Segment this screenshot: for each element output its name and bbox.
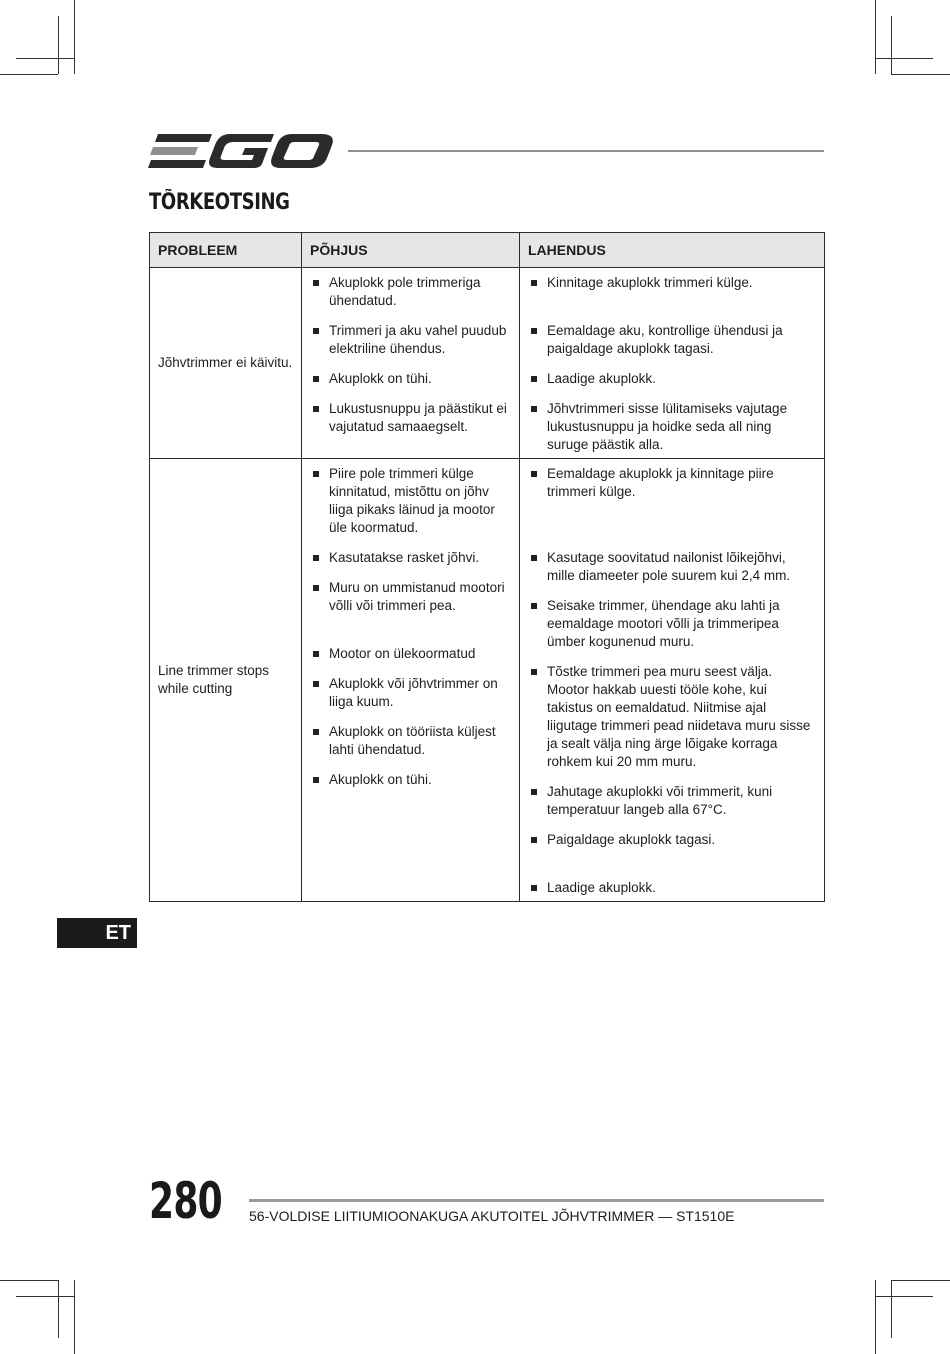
cause-list [302,268,519,440]
square-bullet-icon [531,376,537,382]
cause-text: Akuplokk on tühi. [329,772,432,787]
page-number: 280 [149,1172,222,1230]
list-item [310,771,511,789]
list-item [528,879,816,897]
list-item [310,645,511,663]
problem-cell: Jõhvtrimmer ei käivitu. [150,268,302,459]
square-bullet-icon [531,885,537,891]
section-title: TÕRKEOTSING [149,190,290,215]
crop-mark [58,1280,59,1338]
list-item [528,400,816,454]
language-tab: ET [57,918,137,948]
list-item [310,723,511,759]
cause-text: Piire pole trimmeri külge kinnitatud, mistõttu on jõhv liiga pikaks läinud ja mootor üle koormatud. [329,466,495,535]
troubleshooting-table [149,232,825,902]
square-bullet-icon [531,328,537,334]
header-cause: PÕHJUS [302,233,520,268]
solution-list [520,268,824,458]
crop-mark [875,1280,876,1354]
cause-text: Akuplokk on tühi. [329,371,432,386]
list-item [528,465,816,501]
square-bullet-icon [313,729,319,735]
cause-text: Kasutatakse rasket jõhvi. [329,550,480,565]
list-item [528,783,816,819]
list-item [528,549,816,585]
header-problem: PROBLEEM [150,233,302,268]
solution-cell [520,268,825,459]
list-item [310,675,511,711]
square-bullet-icon [313,406,319,412]
list-item [528,370,816,388]
crop-mark [16,58,74,59]
square-bullet-icon [313,328,319,334]
crop-mark [74,1280,75,1354]
crop-mark [16,1296,74,1297]
list-item [310,370,511,388]
square-bullet-icon [531,603,537,609]
header-solution: LAHENDUS [520,233,825,268]
solution-text: Tõstke trimmeri pea muru seest välja. Mootor hakkab uuesti tööle kohe, kui takistus on eemaldatud. Niitmise ajal liigutage trimmeri pead niidetava muru sisse ja sealt välja ning ärge lõigake korraga rohkem kui 20 mm muru. [547,664,811,769]
list-item [310,465,511,537]
cause-text: Mootor on ülekoormatud [329,646,476,661]
square-bullet-icon [531,837,537,843]
table-row [150,268,825,459]
problem-cell: Line trimmer stops while cutting [150,459,302,902]
solution-text: Laadige akuplokk. [547,371,656,386]
crop-mark [58,16,59,74]
solution-text: Eemaldage aku, kontrollige ühendusi ja paigaldage akuplokk tagasi. [547,323,783,356]
square-bullet-icon [531,555,537,561]
cause-text: Lukustusnuppu ja päästikut ei vajutatud samaaegselt. [329,401,507,434]
cause-text: Muru on ummistanud mootori võlli või trimmeri pea. [329,580,505,613]
solution-list [520,459,824,901]
solution-text: Jahutage akuplokki või trimmerit, kuni temperatuur langeb alla 67°C. [547,784,773,817]
list-item [310,274,511,310]
list-item [528,831,816,849]
solution-text: Jõhvtrimmeri sisse lülitamiseks vajutage lukustusnuppu ja hoidke seda all ning suruge päästik alla. [547,401,788,452]
solution-text: Kinnitage akuplokk trimmeri külge. [547,275,753,290]
crop-mark [891,16,892,74]
footer-text: 56-VOLDISE LIITIUMIOONAKUGA AKUTOITEL JÕHVTRIMMER — ST1510E [249,1208,735,1224]
crop-mark [891,1280,950,1281]
square-bullet-icon [531,471,537,477]
cause-list [302,459,519,793]
square-bullet-icon [313,681,319,687]
crop-mark [0,1280,58,1281]
square-bullet-icon [313,777,319,783]
crop-mark [875,1296,933,1297]
cause-cell [302,268,520,459]
list-item [528,322,816,358]
solution-text: Laadige akuplokk. [547,880,656,895]
crop-mark [0,74,58,75]
list-item [310,549,511,567]
ego-logo [148,128,333,174]
list-item [310,400,511,436]
solution-text: Kasutage soovitatud nailonist lõikejõhvi, mille diameeter pole suurem kui 2,4 mm. [547,550,791,583]
square-bullet-icon [531,406,537,412]
cause-text: Trimmeri ja aku vahel puudub elektriline ühendus. [329,323,507,356]
crop-mark [875,0,876,74]
cause-text: Akuplokk või jõhvtrimmer on liiga kuum. [329,676,498,709]
header-rule [348,150,824,152]
list-item [310,579,511,615]
table-header-row [150,233,825,268]
list-item [528,597,816,651]
solution-cell [520,459,825,902]
cause-text: Akuplokk on tööriista küljest lahti ühendatud. [329,724,496,757]
cause-text: Akuplokk pole trimmeriga ühendatud. [329,275,481,308]
solution-text: Seisake trimmer, ühendage aku lahti ja eemaldage mootori võlli ja trimmeripea ümber kogunenud muru. [547,598,780,649]
square-bullet-icon [313,376,319,382]
footer-rule [249,1199,824,1202]
cause-cell [302,459,520,902]
square-bullet-icon [313,651,319,657]
list-item [528,663,816,771]
crop-mark [74,0,75,74]
list-item [310,322,511,358]
crop-mark [875,58,933,59]
square-bullet-icon [313,555,319,561]
crop-mark [891,74,950,75]
square-bullet-icon [531,280,537,286]
square-bullet-icon [313,585,319,591]
crop-mark [891,1280,892,1338]
solution-text: Paigaldage akuplokk tagasi. [547,832,716,847]
square-bullet-icon [531,789,537,795]
list-item [528,274,816,292]
solution-text: Eemaldage akuplokk ja kinnitage piire trimmeri külge. [547,466,774,499]
table-row [150,459,825,902]
square-bullet-icon [313,280,319,286]
square-bullet-icon [313,471,319,477]
square-bullet-icon [531,669,537,675]
